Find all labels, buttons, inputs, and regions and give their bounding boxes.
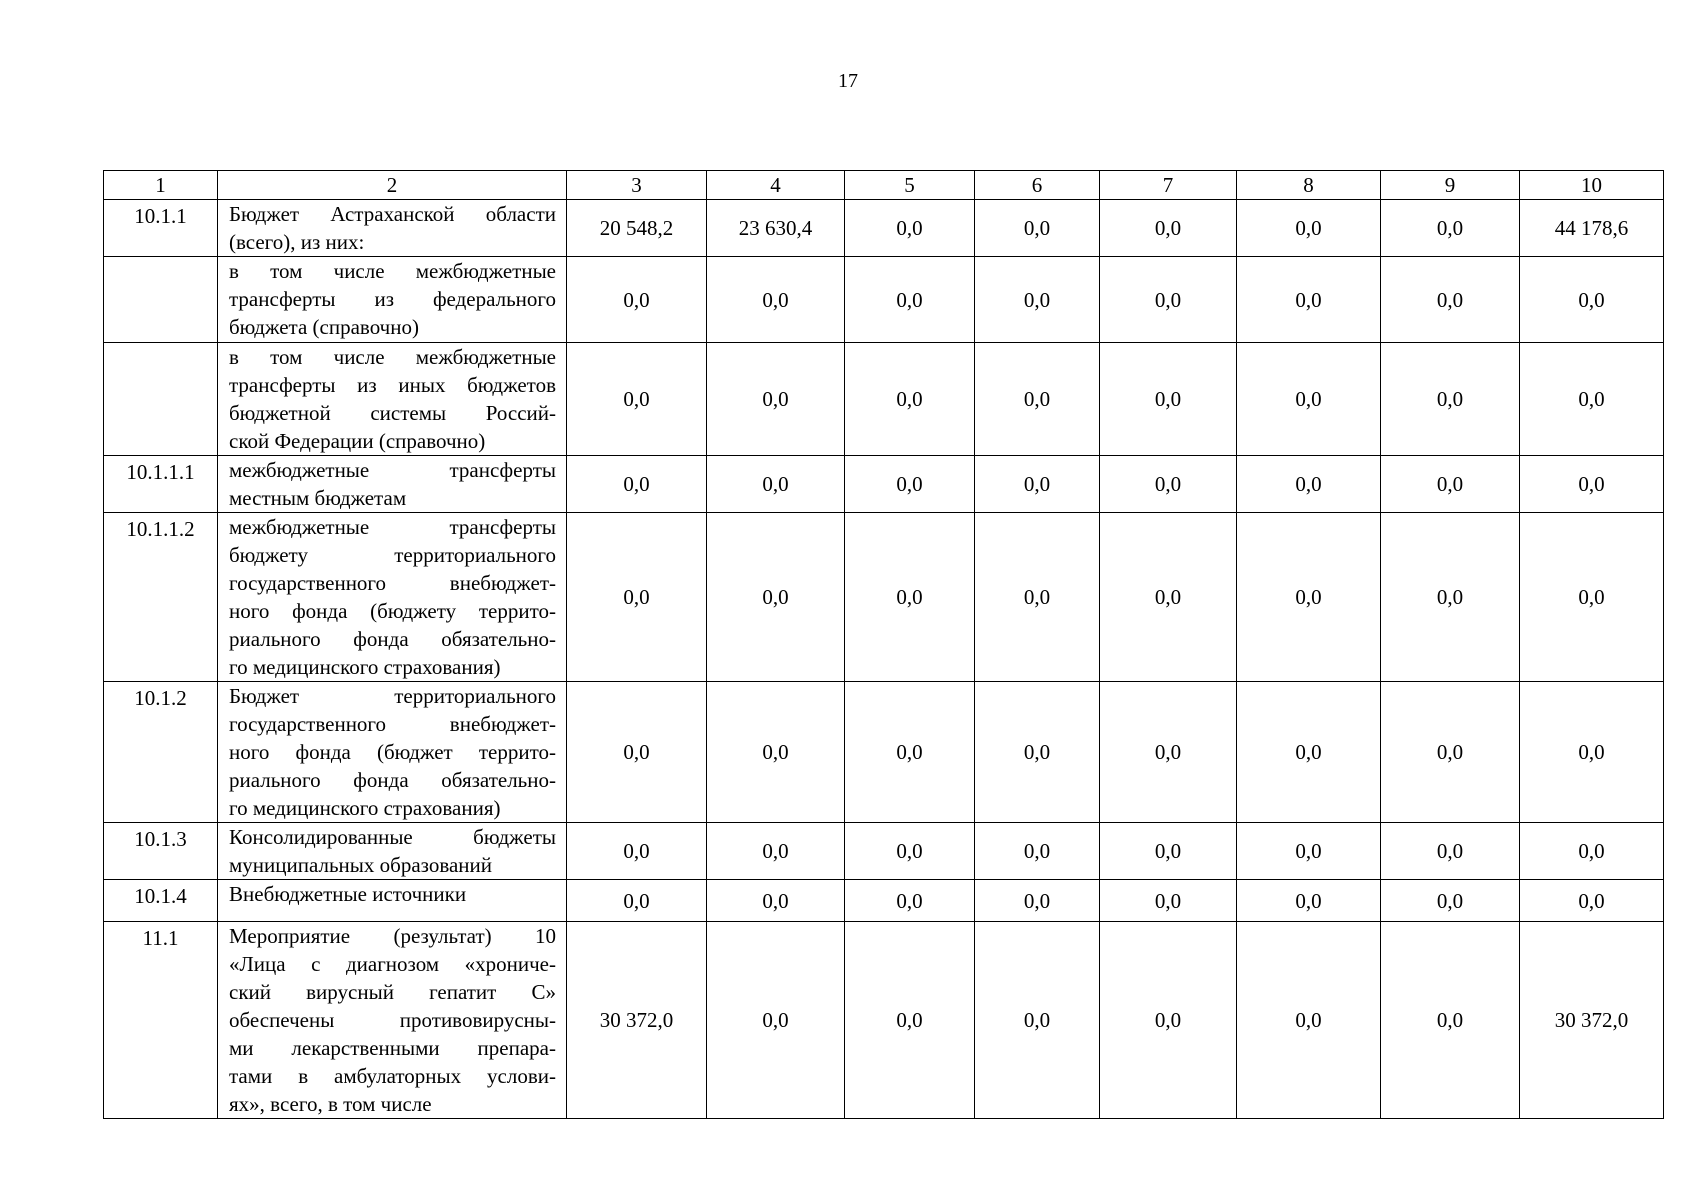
row-number: 10.1.4	[104, 880, 218, 922]
row-number	[104, 343, 218, 456]
description-line: Внебюджетные источники	[229, 882, 467, 906]
description-line: в том числе межбюджетные	[229, 259, 556, 283]
header-cell: 8	[1237, 171, 1381, 200]
value-cell: 0,0	[975, 257, 1100, 343]
value-cell: 0,0	[975, 200, 1100, 257]
description-line: бюджета (справочно)	[229, 315, 419, 339]
value-cell: 0,0	[845, 880, 975, 922]
description-line: трансферты из иных бюджетов	[229, 373, 556, 397]
description-line: ми лекарственными препара-	[229, 1036, 556, 1060]
value-cell: 0,0	[845, 682, 975, 823]
row-number: 10.1.1.1	[104, 456, 218, 513]
row-number: 11.1	[104, 922, 218, 1119]
description-line: в том числе межбюджетные	[229, 345, 556, 369]
budget-table	[103, 170, 1664, 1119]
value-cell: 0,0	[567, 456, 707, 513]
value-cell: 0,0	[1381, 343, 1520, 456]
value-cell: 0,0	[707, 823, 845, 880]
header-cell: 4	[707, 171, 845, 200]
value-cell: 20 548,2	[567, 200, 707, 257]
header-cell: 7	[1100, 171, 1237, 200]
header-row	[104, 171, 1664, 200]
value-cell: 0,0	[1237, 823, 1381, 880]
value-cell: 0,0	[1100, 456, 1237, 513]
description-line: ного фонда (бюджету террито-	[229, 599, 556, 623]
value-cell: 0,0	[707, 456, 845, 513]
value-cell: 0,0	[1100, 343, 1237, 456]
value-cell: 0,0	[1237, 456, 1381, 513]
value-cell: 0,0	[1381, 823, 1520, 880]
value-cell: 0,0	[707, 880, 845, 922]
value-cell: 0,0	[1520, 257, 1664, 343]
value-cell: 0,0	[1237, 922, 1381, 1119]
header-cell: 3	[567, 171, 707, 200]
value-cell: 0,0	[845, 257, 975, 343]
value-cell: 0,0	[1100, 922, 1237, 1119]
description-line: «Лица с диагнозом «хрониче-	[229, 952, 556, 976]
description-line: межбюджетные трансферты	[229, 458, 556, 482]
value-cell: 0,0	[1520, 456, 1664, 513]
value-cell: 0,0	[1237, 200, 1381, 257]
description-line: Бюджет Астраханской области	[229, 202, 556, 226]
value-cell: 0,0	[845, 823, 975, 880]
value-cell: 0,0	[975, 456, 1100, 513]
value-cell: 0,0	[707, 343, 845, 456]
page-number: 17	[838, 70, 858, 92]
value-cell: 0,0	[1100, 200, 1237, 257]
header-cell: 5	[845, 171, 975, 200]
value-cell: 0,0	[1381, 200, 1520, 257]
header-cell: 2	[218, 171, 567, 200]
description-line: Бюджет территориального	[229, 684, 556, 708]
value-cell: 0,0	[1520, 343, 1664, 456]
value-cell: 0,0	[1100, 257, 1237, 343]
row-description	[218, 200, 567, 257]
value-cell: 0,0	[707, 257, 845, 343]
value-cell: 0,0	[1520, 682, 1664, 823]
description-line: бюджету территориального	[229, 543, 556, 567]
row-description	[218, 343, 567, 456]
value-cell: 0,0	[975, 343, 1100, 456]
description-line: государственного внебюджет-	[229, 571, 556, 595]
value-cell: 0,0	[975, 922, 1100, 1119]
value-cell: 0,0	[975, 513, 1100, 682]
description-line: тами в амбулаторных услови-	[229, 1064, 556, 1088]
description-line: ской Федерации (справочно)	[229, 429, 486, 453]
row-description	[218, 513, 567, 682]
value-cell: 0,0	[1237, 880, 1381, 922]
value-cell: 0,0	[975, 880, 1100, 922]
row-number: 10.1.3	[104, 823, 218, 880]
value-cell: 0,0	[567, 257, 707, 343]
value-cell: 0,0	[1100, 880, 1237, 922]
value-cell: 0,0	[1520, 823, 1664, 880]
value-cell: 0,0	[1100, 823, 1237, 880]
description-line: трансферты из федерального	[229, 287, 556, 311]
value-cell: 30 372,0	[1520, 922, 1664, 1119]
row-number: 10.1.1	[104, 200, 218, 257]
description-line: го медицинского страхования)	[229, 796, 501, 820]
table-row	[104, 513, 1664, 682]
row-description	[218, 682, 567, 823]
row-number: 10.1.1.2	[104, 513, 218, 682]
row-number	[104, 257, 218, 343]
description-line: Мероприятие (результат) 10	[229, 924, 556, 948]
value-cell: 0,0	[1237, 682, 1381, 823]
description-line: риального фонда обязательно-	[229, 768, 556, 792]
value-cell: 0,0	[1237, 257, 1381, 343]
value-cell: 0,0	[845, 200, 975, 257]
row-description	[218, 456, 567, 513]
value-cell: 0,0	[567, 343, 707, 456]
value-cell: 0,0	[845, 343, 975, 456]
value-cell: 0,0	[845, 513, 975, 682]
value-cell: 0,0	[845, 922, 975, 1119]
value-cell: 0,0	[1381, 257, 1520, 343]
description-line: риального фонда обязательно-	[229, 627, 556, 651]
value-cell: 0,0	[1381, 880, 1520, 922]
description-line: государственного внебюджет-	[229, 712, 556, 736]
row-description	[218, 257, 567, 343]
value-cell: 0,0	[567, 682, 707, 823]
table-row	[104, 200, 1664, 257]
header-cell: 10	[1520, 171, 1664, 200]
table-row	[104, 823, 1664, 880]
value-cell: 0,0	[567, 513, 707, 682]
value-cell: 0,0	[1381, 513, 1520, 682]
table-row	[104, 257, 1664, 343]
header-cell: 1	[104, 171, 218, 200]
table-row	[104, 922, 1664, 1119]
value-cell: 0,0	[1381, 922, 1520, 1119]
description-line: Консолидированные бюджеты	[229, 825, 556, 849]
description-line: ях», всего, в том числе	[229, 1092, 432, 1116]
value-cell: 0,0	[975, 682, 1100, 823]
value-cell: 0,0	[1520, 880, 1664, 922]
value-cell: 23 630,4	[707, 200, 845, 257]
value-cell: 0,0	[567, 823, 707, 880]
value-cell: 0,0	[1237, 343, 1381, 456]
description-line: муниципальных образований	[229, 853, 492, 877]
description-line: межбюджетные трансферты	[229, 515, 556, 539]
value-cell: 30 372,0	[567, 922, 707, 1119]
value-cell: 0,0	[1381, 456, 1520, 513]
value-cell: 0,0	[1237, 513, 1381, 682]
value-cell: 0,0	[1100, 682, 1237, 823]
table-row	[104, 682, 1664, 823]
row-description	[218, 880, 567, 922]
row-description	[218, 922, 567, 1119]
value-cell: 0,0	[567, 880, 707, 922]
description-line: (всего), из них:	[229, 230, 365, 254]
table-row	[104, 343, 1664, 456]
description-line: ский вирусный гепатит С»	[229, 980, 556, 1004]
description-line: местным бюджетам	[229, 486, 407, 510]
value-cell: 0,0	[1100, 513, 1237, 682]
description-line: бюджетной системы Россий-	[229, 401, 556, 425]
value-cell: 0,0	[975, 823, 1100, 880]
value-cell: 44 178,6	[1520, 200, 1664, 257]
description-line: ного фонда (бюджет террито-	[229, 740, 556, 764]
description-line: го медицинского страхования)	[229, 655, 501, 679]
table-row	[104, 880, 1664, 922]
header-cell: 9	[1381, 171, 1520, 200]
value-cell: 0,0	[707, 682, 845, 823]
value-cell: 0,0	[1381, 682, 1520, 823]
value-cell: 0,0	[845, 456, 975, 513]
row-description	[218, 823, 567, 880]
value-cell: 0,0	[1520, 513, 1664, 682]
description-line: обеспечены противовирусны-	[229, 1008, 556, 1032]
value-cell: 0,0	[707, 922, 845, 1119]
table-row	[104, 456, 1664, 513]
row-number: 10.1.2	[104, 682, 218, 823]
header-cell: 6	[975, 171, 1100, 200]
value-cell: 0,0	[707, 513, 845, 682]
